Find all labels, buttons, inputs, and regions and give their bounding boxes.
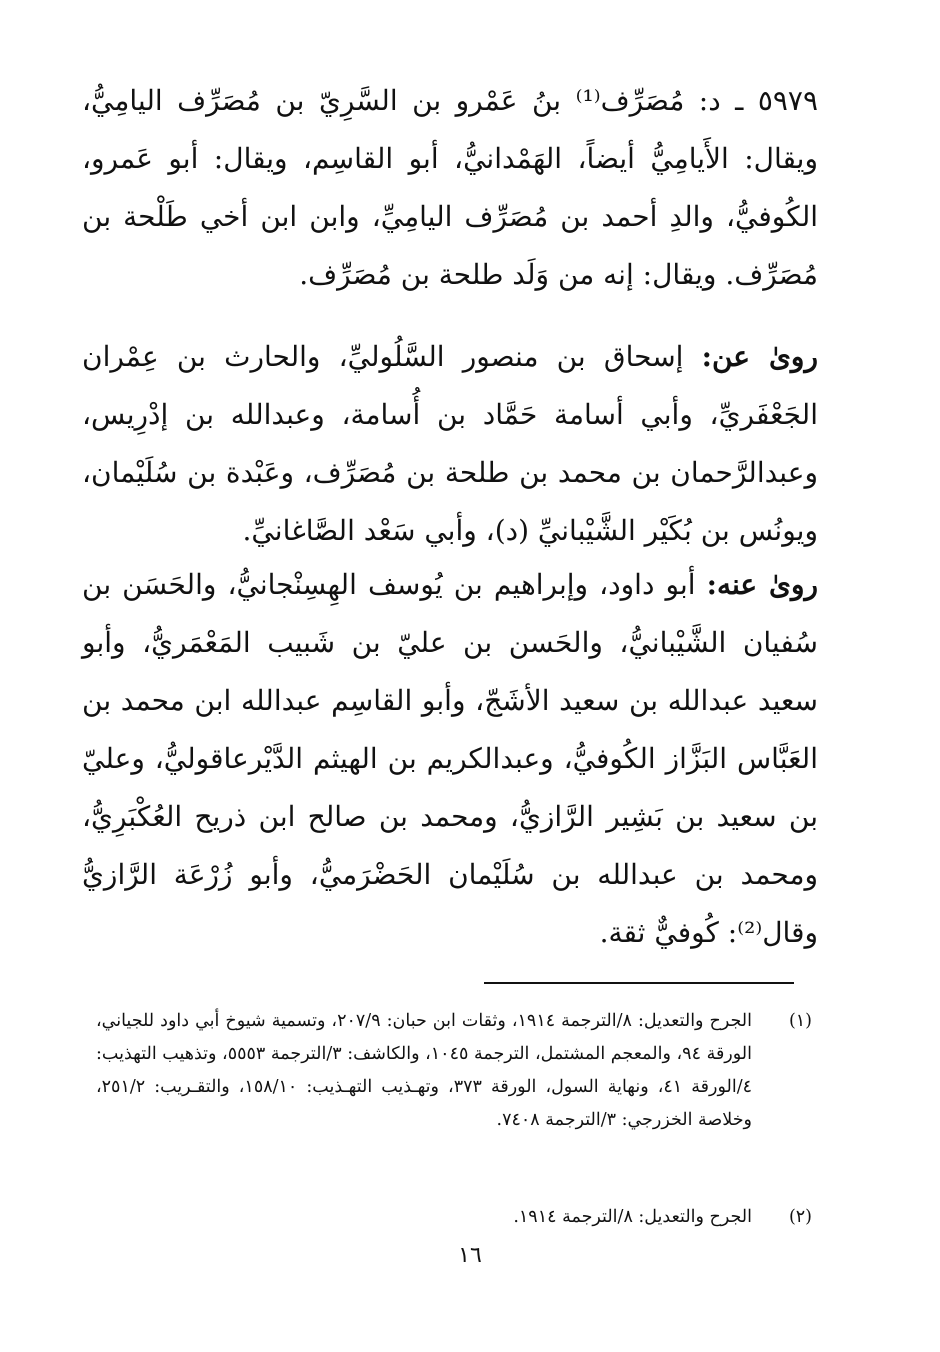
narrated-by-label: روىٰ عنه: (706, 568, 818, 601)
biography-entry-heading: ٥٩٧٩ ـ د: مُصَرِّف⁽¹⁾ بنُ عَمْرو بن السَّرِيّ بن مُصَرِّف اليامِيُّ، ويقال: الأَيامِيُّ أيضاً، الهَمْدانيُّ، أبو القاسِم، ويقال: أبو عَمرو، الكُوفيُّ، والدِ أحمد بن مُصَرِّف اليامِيِّ، وابن ابن أخي طَلْحة بن مُصَرِّف. ويقال: إنه من وَلَد طلحة بن مُصَرِّف. (82, 84, 818, 291)
footnote (96, 1005, 812, 1137)
narrated-by-paragraph (82, 556, 818, 962)
page-number: ١٦ (458, 1243, 482, 1268)
narrated-from-text: إسحاق بن منصور السَّلُوليِّ، والحارث بن عِمْران الجَعْفَريِّ، وأبي أسامة حَمَّاد بن أُسامة، وعبدالله بن إدْرِيس، وعبدالرَّحمان بن محمد بن طلحة بن مُصَرِّف، وعَبْدة بن سُلَيْمان، ويونُس بن بُكَيْر الشَّيْبانيِّ (د)، وأبي سَعْد الصَّاغانيِّ. (82, 340, 818, 547)
footnote-item (96, 1005, 812, 1137)
footnote-separator-rule (484, 982, 794, 984)
footnote-text: الجرح والتعديل: ٨/الترجمة ١٩١٤. (513, 1207, 752, 1227)
narrated-by-text: أبو داود، وإبراهيم بن يُوسف الهِسِنْجانيُّ، والحَسَن بن سُفيان الشَّيْبانيُّ، والحَسن بن عليّ بن شَبيب المَعْمَريُّ، وأبو سعيد عبدالله بن سعيد الأشَجّ، وأبو القاسِم عبدالله ابن محمد بن العَبَّاس البَزَّاز الكُوفيُّ، وعبدالكريم بن الهيثم الدَّيْرعاقوليُّ، وعليّ بن سعيد بن بَشِير الرَّازيُّ، ومحمد بن صالح ابن ذريح العُكْبَرِيُّ، ومحمد بن عبدالله بن سُلَيْمان الحَضْرَميُّ، وأبو زُرْعَة الرَّازيُّ وقال⁽²⁾: كُوفيٌّ ثقة. (82, 568, 818, 949)
footnote (96, 1201, 812, 1234)
footnote-number: (١) (788, 1011, 812, 1031)
narrated-from-paragraph (82, 328, 818, 560)
footnote-text: الجرح والتعديل: ٨/الترجمة ١٩١٤، وثقات ابن حبان: ٢٠٧/٩، وتسمية شيوخ أبي داود للجياني، الورقة ٩٤، والمعجم المشتمل، الترجمة ١٠٤٥، والكاشف: ٣/الترجمة ٥٥٥٣، وتذهيب التهذيب: ٤/الورقة ٤١، ونهاية السول، الورقة ٣٧٣، وتهـذيب التهـذيب: ١٥٨/١٠، والتقـريب: ٢٥١/٢، وخلاصة الخزرجي: ٣/الترجمة ٧٤٠٨. (96, 1011, 752, 1130)
footnote-number: (٢) (788, 1207, 812, 1227)
footnote-item (96, 1201, 812, 1234)
narrated-from-label: روىٰ عن: (701, 340, 818, 373)
